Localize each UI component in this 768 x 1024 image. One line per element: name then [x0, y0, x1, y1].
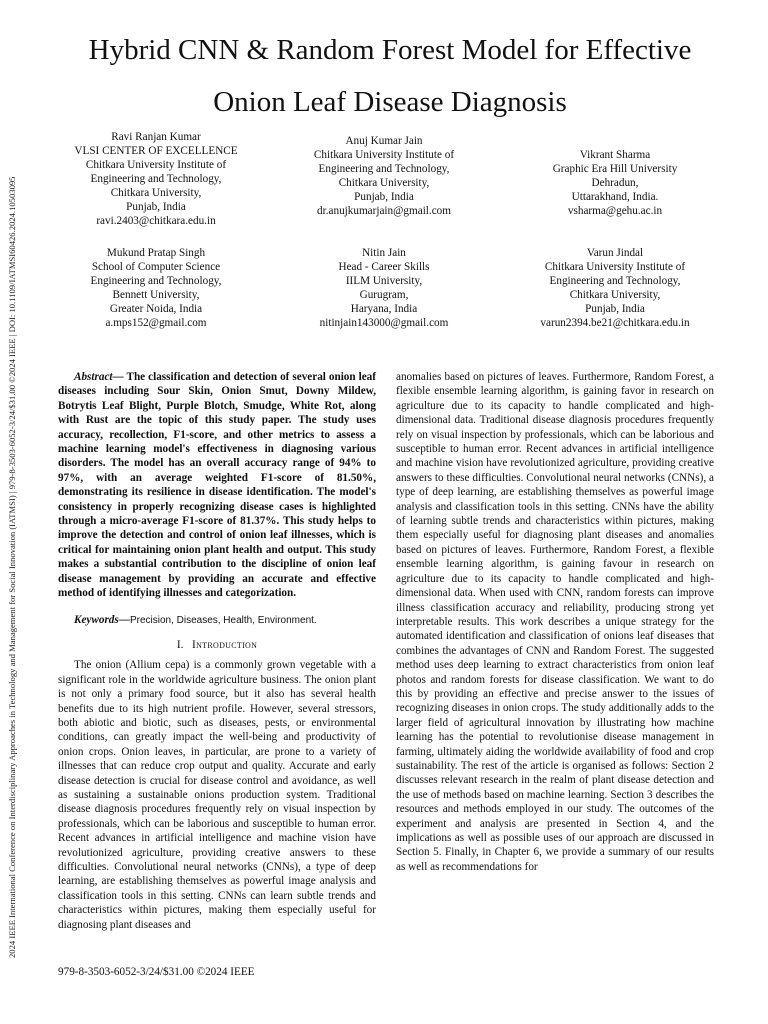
author-affiliation: Bennett University,	[112, 289, 200, 301]
author-affiliation: Engineering and Technology,	[90, 173, 222, 185]
author-affiliation: Chitkara University,	[338, 177, 430, 189]
author-location: Greater Noida, India	[109, 303, 203, 315]
author-email: nitinjain143000@gmail.com	[319, 317, 449, 329]
author-affiliation: Chitkara University,	[110, 187, 202, 199]
author-email: dr.anujkumarjain@gmail.com	[317, 205, 451, 217]
title-line-2: Onion Leaf Disease Diagnosis	[213, 86, 567, 118]
author-name: Vikrant Sharma	[579, 149, 651, 161]
author-name: Ravi Ranjan Kumar	[111, 131, 201, 143]
author-affiliation: Dehradun,	[591, 177, 639, 189]
author-4	[38, 246, 274, 330]
author-3	[497, 148, 733, 218]
author-affiliation: Engineering and Technology,	[549, 275, 681, 287]
intro-paragraph-left: The onion (Allium cepa) is a commonly grown vegetable with a significant role in the worldwide agriculture business. The onion plant is not only a primary food source, but it also has several health benefits due to its high nutrient profile. However, several stressors, both abiotic and biotic, such as diseases, pests, or environmental conditions, can greatly impact the well-being and productivity of onion crops. Onion leaves, in particular, are prone to a variety of illnesses that can reduce crop output and quality. Accurate and early disease detection is crucial for disease control and avoidance, as well as sustaining a sustainable onions production system. Traditional disease diagnosis procedures frequently rely on visual inspection by professionals, which can be laborious and susceptible to human error. Recent advances in artificial intelligence and machine vision have revolutionized agriculture, providing creative answers to these difficulties. Convolutional neural networks (CNNs), a type of deep learning, are establishing themselves as powerful image analysis and classification tools in this setting. CNNs can learn subtle trends and characteristics within pictures, making them especially useful for diagnosing plant diseases and	[58, 659, 376, 931]
keywords-text: Precision, Diseases, Health, Environment.	[129, 614, 317, 626]
author-name: Varun Jindal	[586, 247, 644, 259]
author-location: Haryana, India	[350, 303, 418, 315]
author-affiliation: Chitkara University Institute of	[85, 159, 227, 171]
author-1	[38, 130, 274, 228]
author-affiliation: Engineering and Technology,	[318, 163, 450, 175]
section-title: Introduction	[192, 638, 258, 651]
author-email: a.mps152@gmail.com	[105, 317, 207, 329]
author-6	[497, 246, 733, 330]
author-email: ravi.2403@chitkara.edu.in	[96, 215, 216, 227]
author-affiliation: Chitkara University Institute of	[544, 261, 686, 273]
author-name: Mukund Pratap Singh	[106, 247, 206, 259]
author-name: Anuj Kumar Jain	[345, 135, 423, 147]
section-heading	[58, 638, 376, 652]
author-affiliation: Chitkara University Institute of	[313, 149, 455, 161]
author-2	[266, 134, 502, 218]
right-column	[396, 370, 714, 874]
author-location: Uttarakhand, India.	[571, 191, 659, 203]
title-line-1: Hybrid CNN & Random Forest Model for Effective	[88, 34, 692, 66]
author-location: Punjab, India	[354, 191, 414, 203]
section-number: I.	[176, 638, 184, 651]
keywords	[58, 613, 376, 628]
abstract-lead: Abstract—	[74, 371, 124, 383]
keywords-lead: Keywords—	[74, 613, 130, 626]
author-5	[266, 246, 502, 330]
author-affiliation: School of Computer Science	[91, 261, 221, 273]
author-name: Nitin Jain	[362, 247, 406, 259]
intro-paragraph-right: anomalies based on pictures of leaves. Furthermore, Random Forest, a flexible ensemble learning algorithm, is gaining favor in research on agriculture due to its capacity to handle complicated and high-dimensional data. Traditional disease diagnosis procedures frequently rely on visual inspection by professionals, which can be laborious and susceptible to human error. Recent advances in artificial intelligence and machine vision have revolutionized agriculture, providing creative answers to these difficulties. Convolutional neural networks (CNNs), a type of deep learning, are establishing themselves as powerful image analysis and classification tools in this setting. CNNs have the ability of learning subtle trends and characteristics within pictures, making them especially useful for diagnosing plant diseases and anomalies based on pictures of leaves. Furthermore, Random Forest, a flexible ensemble learning algorithm, is gaining favour in research on agriculture due to its capacity to handle complicated and high-dimensional data. When used with CNN, random forests can improve illness classification accuracy and reliability, producing strong yet interpretable results. This work describes a unique strategy for the automated identification and classification of onions leaf diseases that combines the advantages of CNN and Random Forest. The suggested method uses deep learning to extract characteristics from onion leaf photos and random forests for disease classification. We want to do this by providing an effective and precise answer to the issues of recognizing diseases in onion crops. The study additionally adds to the larger field of agricultural innovation by illustrating how machine learning has the potential to revolutionise disease management in farming, ultimately aiding the worldwide availability of food and crop sustainability. The rest of the article is organised as follows: Section 2 discusses relevant research in the realm of plant disease detection and the use of methods based on machine learning. Section 3 describes the resources and methods employed in our study. The outcomes of the experiment and analysis are presented in Section 4, and the implications as well as possible uses of our approach are discussed in Section 5. Finally, in Chapter 6, we provide a summary of our results as well as recommendations for	[396, 371, 714, 873]
left-column	[58, 370, 376, 932]
author-affiliation: Gurugram,	[359, 289, 409, 301]
author-location: Punjab, India	[585, 303, 645, 315]
side-banner: 2024 IEEE International Conference on Interdisciplinary Approaches in Technology and Management for Social Innovation (IATMSI) | 979-8-3503-6052-3/24/$31.00 ©2024 IEEE | DOI: 10.1109/IATMSI60426.2024.10503095	[7, 176, 17, 958]
author-email: varun2394.be21@chitkara.edu.in	[540, 317, 690, 329]
author-affiliation: IILM University,	[345, 275, 423, 287]
copyright-footer: 979-8-3503-6052-3/24/$31.00 ©2024 IEEE	[58, 966, 255, 978]
abstract-text: The classification and detection of several onion leaf diseases including Sour Skin, Onion Smut, Downy Mildew, Botrytis Leaf Blight, Purple Blotch, Smudge, White Rot, along with Rust are the topic of this study paper. The study uses accuracy, recollection, F1-score, and other metrics to assess a machine learning model's effectiveness in diagnosing various disorders. The model has an overall accuracy range of 94% to 97%, with an average weighted F1-score of 81.50%, demonstrating its resilience in disease identification. The model's consistency in properly recognizing disease cases is highlighted through a micro-average F1-score of 81.37%. This study helps to improve the detection and control of onion leaf illnesses, which is critical for maintaining onion plant health and output. This study makes a substantial contribution to the discipline of onion leaf disease management by providing an accurate and effective method of identifying illnesses and categorization.	[58, 371, 376, 600]
author-affiliation: Head - Career Skills	[338, 261, 430, 273]
author-affiliation: Chitkara University,	[569, 289, 661, 301]
author-location: Punjab, India	[126, 201, 186, 213]
paper-title	[40, 24, 740, 128]
author-affiliation: Graphic Era Hill University	[552, 163, 678, 175]
abstract	[58, 370, 376, 601]
author-affiliation: Engineering and Technology,	[90, 275, 222, 287]
author-affiliation: VLSI CENTER OF EXCELLENCE	[74, 145, 238, 157]
author-email: vsharma@gehu.ac.in	[567, 205, 663, 217]
